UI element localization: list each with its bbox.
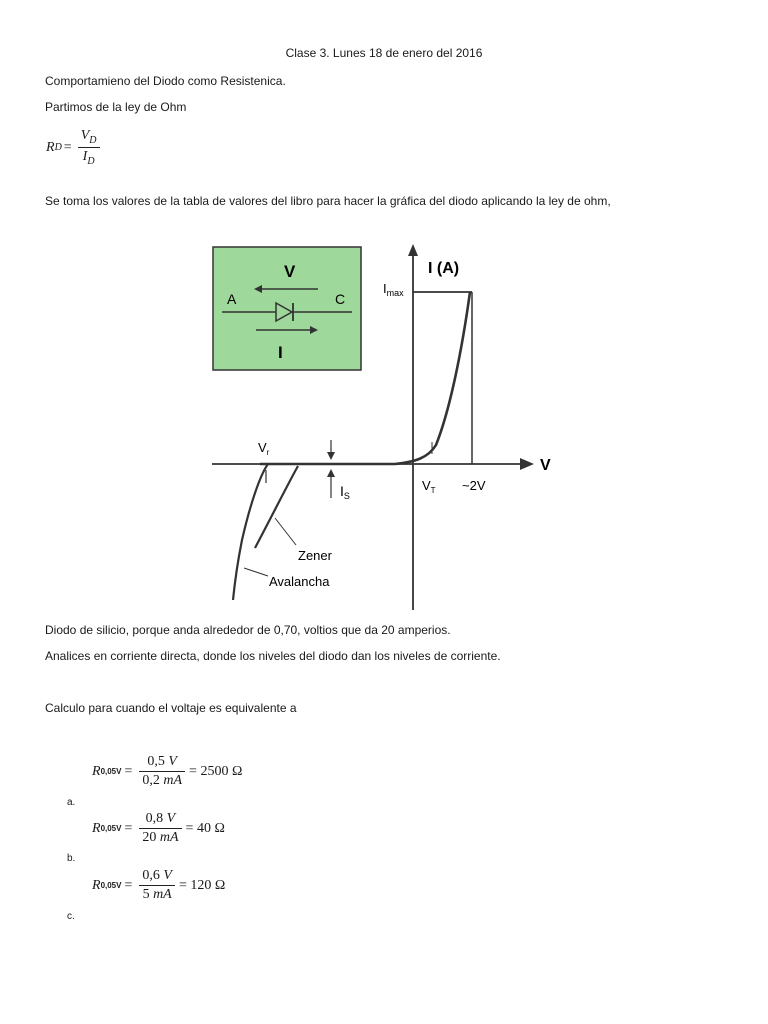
ohm-law-formula: R D = $\frac{V_D}{I_D}$ [46,128,104,167]
avalancha-leader [244,568,268,576]
formula-v: V [80,128,90,143]
after-line-3: Calculo para cuando el voltaje es equivalente a [45,701,297,715]
y-axis-arrowhead [408,244,418,256]
table-paragraph: Se toma los valores de la tabla de valores del libro para hacer la gráfica del diodo aplicando la ley de ohm, [45,194,611,208]
imax-label: $I_{max}$ [383,281,404,298]
inset-v-label: V [284,262,296,281]
x-axis-arrowhead [520,458,534,470]
calc-a-formula: R 0,05V = $\frac{0,5 V}{0,2 mA}$ = 2500 Ω [92,754,243,788]
y-axis-label: I (A) [428,260,460,277]
calc-a-den: 0,2 [142,773,160,788]
zener-leader [275,518,296,545]
calc-b-den-unit: mA [159,830,179,845]
after-line-2: Analices en corriente directa, donde los niveles del diodo dan los niveles de corriente. [45,649,501,663]
calc-b-result: = 40 Ω [185,820,225,836]
calc-a-result: = 2500 Ω [189,763,243,779]
two-volt-label: ~2V [462,478,486,493]
x-axis-label: V [540,457,551,474]
calc-c-lhs-sub: 0,05V [100,881,122,890]
avalancha-label: Avalancha [269,574,330,589]
is-arrowhead-up [327,469,335,477]
calc-a-marker: a. [67,797,76,808]
formula-v-sub: D [89,135,97,146]
inset-i-label: I [278,343,283,362]
calc-b-num: 0,8 [145,811,164,826]
document-title: Clase 3. Lunes 18 de enero del 2016 [285,46,483,60]
inset-c-label: C [335,291,346,307]
vt-label: $V_T$ [422,478,436,495]
calc-b-marker: b. [67,853,76,864]
calc-a-lhs: R [92,763,101,779]
vr-label: $V_r$ [258,440,270,457]
calc-a-num-unit: V [168,754,177,769]
calc-a-num: 0,5 [147,754,165,769]
after-line-1: Diodo de silicio, porque anda alrededor de 0,70, voltios que da 20 amperios. [45,623,451,637]
formula-r: R [46,139,55,155]
calc-c-result: = 120 Ω [178,877,226,893]
calc-a-lhs-sub: 0,05V [100,767,122,776]
calc-c-marker: c. [67,911,75,922]
formula-i: I [82,149,88,164]
calc-c-lhs: R [92,877,101,893]
calc-b-den: 20 [142,830,157,845]
formula-i-sub: D [87,156,95,167]
calc-c-den-unit: mA [153,887,172,902]
formula-r-sub: D [54,142,62,153]
diode-iv-diagram [200,240,570,610]
calc-c-num-unit: V [163,868,172,883]
intro-line-1: Comportamieno del Diodo como Resistenica. [45,74,286,88]
is-label: $I_S$ [340,483,350,501]
calc-c-den: 5 [142,887,150,902]
calc-c-num: 0,6 [142,868,160,883]
calc-b-lhs-sub: 0,05V [100,824,122,833]
is-arrowhead-down [327,452,335,460]
calc-b-lhs: R [92,820,101,836]
intro-line-2: Partimos de la ley de Ohm [45,100,187,114]
calc-c-formula: R 0,05V = $\frac{0,6 V}{5 mA}$ = 120 Ω [92,868,226,902]
zener-label: Zener [298,548,332,563]
calc-b-formula: R 0,05V = $\frac{0,8 V}{20 mA}$ = 40 Ω [92,811,225,845]
inset-a-label: A [227,291,237,307]
calc-b-num-unit: V [166,811,176,826]
calc-a-den-unit: mA [163,773,183,788]
